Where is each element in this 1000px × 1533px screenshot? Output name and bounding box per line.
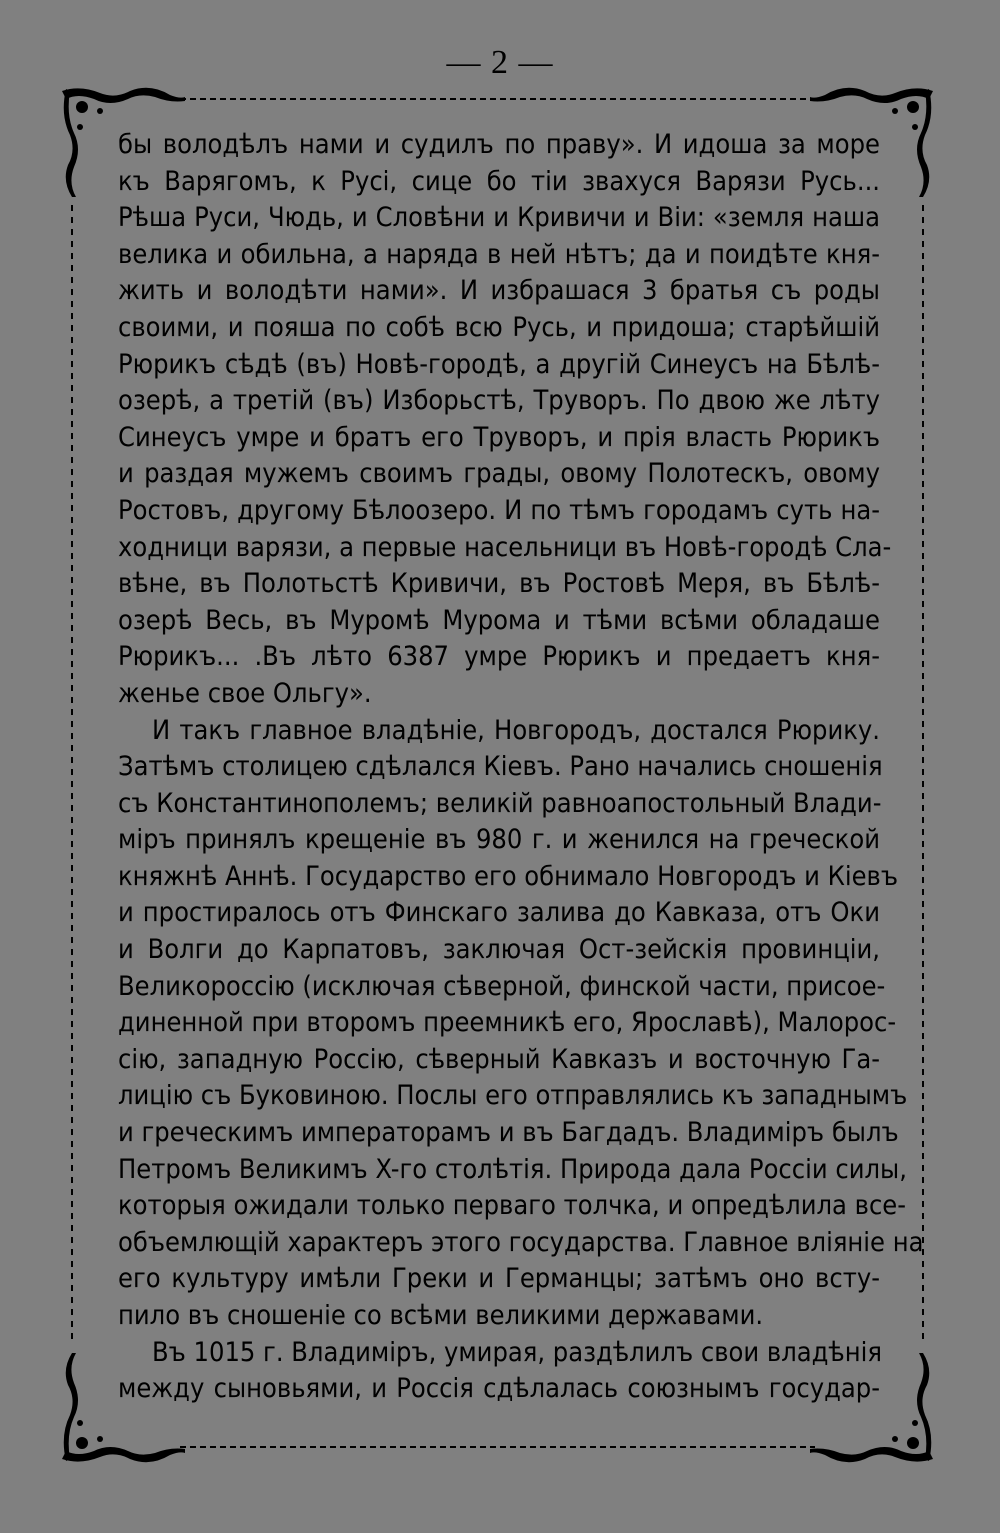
text-line: лицію съ Буковиною. Послы его отправлялись къ западнымъ bbox=[118, 1080, 908, 1112]
text-line: Великороссію (исключая сѣверной, финской части, присое- bbox=[118, 970, 886, 1002]
text-line: Рѣша Руси, Чюдь, и Словѣни и Кривичи и Віи: «земля наша bbox=[118, 202, 880, 234]
paragraph-3 bbox=[118, 1335, 880, 1408]
text-line: Синеусъ умре и братъ его Труворъ, и прія власть Рюрикъ bbox=[118, 421, 880, 453]
text-line: Въ 1015 г. Владиміръ, умирая, раздѣлилъ свои владѣнія bbox=[152, 1336, 882, 1368]
text-line: бы володѣлъ нами и судилъ по праву». И идоша за море bbox=[118, 129, 880, 160]
text-line: съ Константинополемъ; великій равноапостольный Влади- bbox=[118, 787, 882, 819]
text-line: своими, и пояша по собѣ всю Русь, и придоша; старѣйшій bbox=[118, 311, 880, 343]
text-line: къ Варягомъ, к Русі, сице бо тіи звахуся Варязи Русь... bbox=[118, 165, 880, 197]
text-line: И такъ главное владѣніе, Новгородъ, достался Рюрику. bbox=[152, 714, 880, 746]
text-line: велика и обильна, а наряда в ней нѣтъ; да и поидѣте кня- bbox=[118, 238, 880, 270]
text-line: Рюрикъ сѣдѣ (въ) Новѣ-городѣ, а другій Синеусъ на Бѣлѣ- bbox=[118, 348, 880, 380]
text-line: ходници варязи, а первые насельници въ Новѣ-городѣ Сла- bbox=[118, 531, 892, 563]
paragraph-1 bbox=[118, 127, 892, 713]
text-line: женье свое Ольгу». bbox=[118, 677, 372, 709]
text-line: озерѣ Весь, въ Муромѣ Мурома и тѣми всѣми обладаше bbox=[118, 604, 880, 636]
text-line: и Волги до Карпатовъ, заключая Ост-зейскія провинціи, bbox=[118, 934, 880, 966]
text-line: жить и володѣти нами». И избрашася 3 братья съ роды bbox=[118, 275, 880, 307]
text-line: которыя ожидали только перваго толчка, и опредѣлила все- bbox=[118, 1190, 907, 1222]
paragraph-2 bbox=[118, 713, 924, 1335]
page-number: — 2 — bbox=[446, 44, 554, 81]
text-line: объемлющій характеръ этого государства. Главное вліяніе на bbox=[118, 1226, 924, 1258]
text-line: диненной при второмъ преемникѣ его, Ярославѣ), Малорос- bbox=[118, 1007, 897, 1039]
text-line: Ростовъ, другому Бѣлоозеро. И по тѣмъ городамъ суть на- bbox=[118, 494, 880, 526]
text-line: сію, западную Россію, сѣверный Кавказъ и восточную Га- bbox=[118, 1043, 880, 1075]
text-line: его культуру имѣли Греки и Германцы; затѣмъ оно всту- bbox=[118, 1263, 880, 1295]
text-line: Рюрикъ... .Въ лѣто 6387 умре Рюрикъ и предаетъ кня- bbox=[118, 641, 880, 673]
text-line: Петромъ Великимъ X-го столѣтія. Природа дала Россіи силы, bbox=[118, 1153, 907, 1185]
text-line: и греческимъ императорамъ и въ Багдадъ. Владиміръ былъ bbox=[118, 1117, 899, 1149]
text-line: пило въ сношеніе со всѣми великими державами. bbox=[118, 1300, 764, 1331]
text-line: Затѣмъ столицею сдѣлался Кіевъ. Рано начались сношенія bbox=[118, 751, 883, 783]
text-line: между сыновьями, и Россія сдѣлалась союзнымъ государ- bbox=[118, 1373, 880, 1405]
text-line: и простиралось отъ Финскаго залива до Кавказа, отъ Оки bbox=[118, 897, 880, 929]
text-line: княжнѣ Аннѣ. Государство его обнимало Новгородъ и Кіевъ bbox=[118, 860, 899, 892]
body-text bbox=[118, 127, 924, 1408]
text-line: и раздая мужемъ своимъ грады, овому Полотескъ, овому bbox=[118, 458, 880, 490]
text-line: вѣне, въ Полотьстѣ Кривичи, въ Ростовѣ Меря, въ Бѣлѣ- bbox=[118, 568, 880, 600]
text-line: озерѣ, а третій (въ) Изборьстѣ, Труворъ. По двою же лѣту bbox=[118, 385, 880, 417]
text-line: міръ принялъ крещеніе въ 980 г. и женился на греческой bbox=[118, 824, 880, 856]
